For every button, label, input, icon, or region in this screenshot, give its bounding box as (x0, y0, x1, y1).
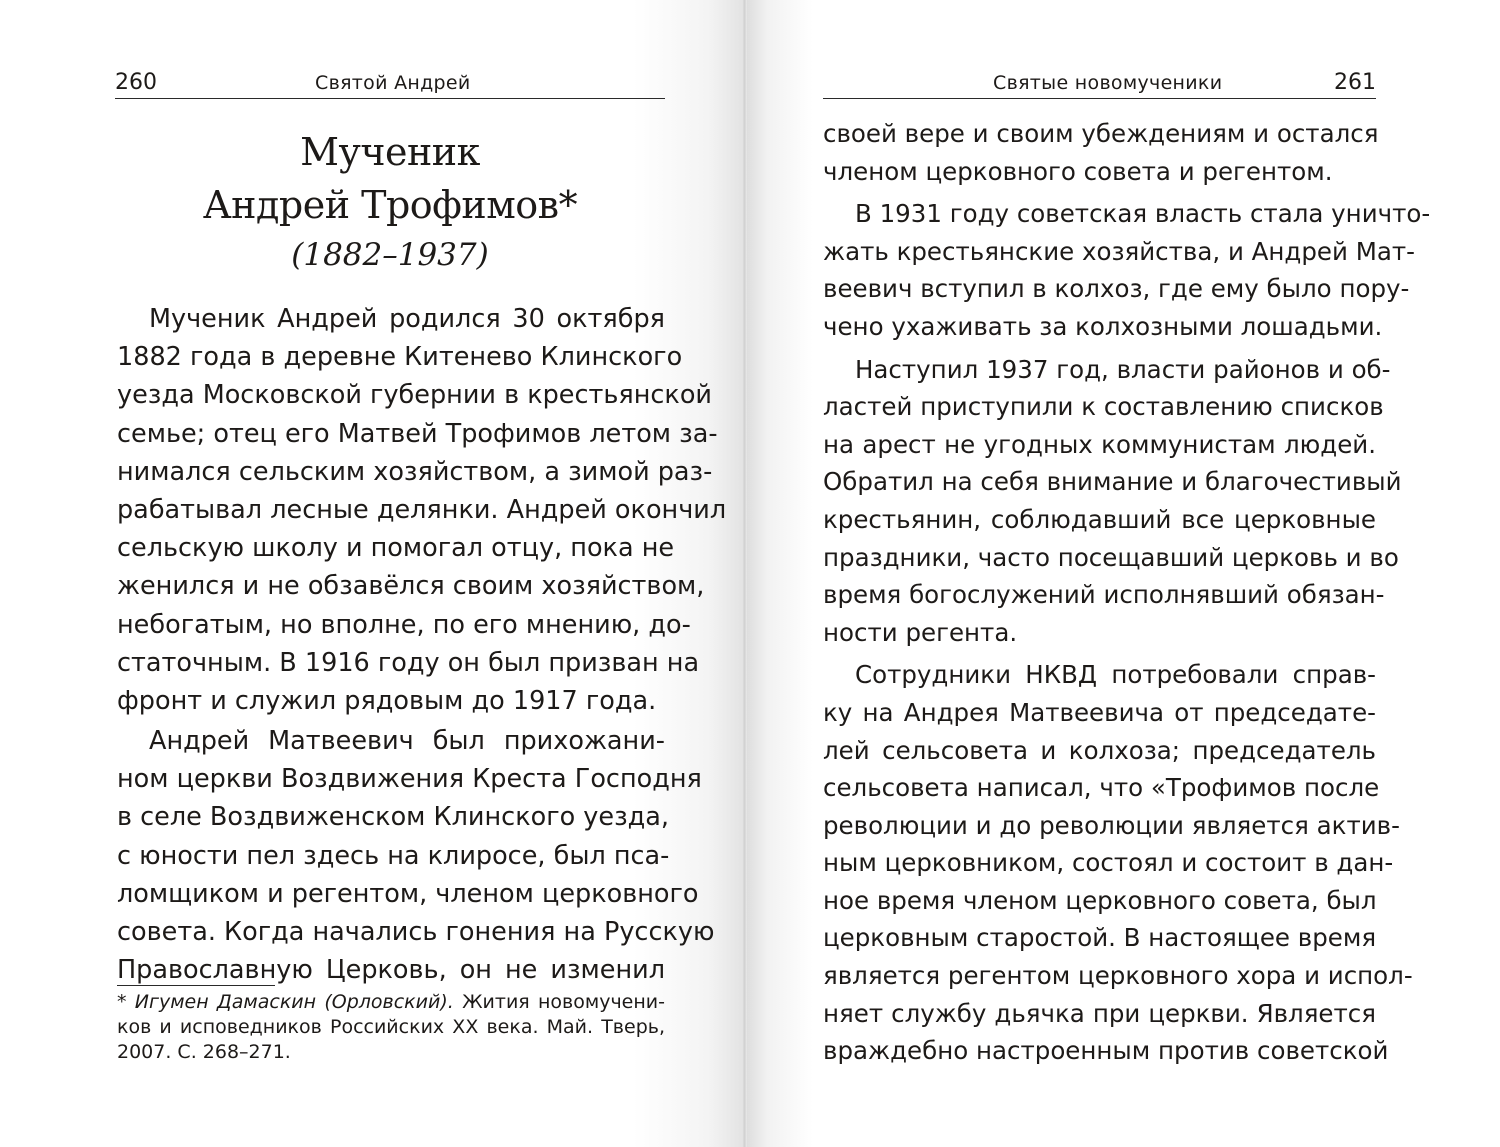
book-gutter (742, 0, 747, 1147)
text-line: ломщиком и регентом, членом церковного (117, 878, 699, 909)
right-running-head (823, 66, 1376, 99)
footnote-line (117, 990, 665, 1015)
left-body-text (117, 300, 727, 989)
text-line: ластей приступили к составлению списков (823, 392, 1384, 422)
text-line: ном церкви Воздвижения Креста Господня (117, 764, 702, 795)
text-line: Андрей Матвеевич был прихожани- (149, 726, 665, 757)
text-line: няет службу дьячка при церкви. Является (823, 998, 1376, 1028)
chapter-title-line1: Мученик (300, 130, 480, 174)
text-line: Сотрудники НКВД потребовали справ- (855, 660, 1376, 690)
text-line: является регентом церковного хора и испол- (823, 961, 1413, 991)
text-line: чено ухаживать за колхозными лошадьми. (823, 311, 1383, 341)
text-line: небогатым, но вполне, по его мнению, до- (117, 609, 691, 640)
text-line: жать крестьянские хозяйства, и Андрей Мат- (823, 236, 1415, 266)
left-running-head (115, 66, 665, 99)
text-line: ным церковником, состоял и состоит в дан- (823, 848, 1394, 878)
text-line: фронт и служил рядовым до 1917 года. (117, 685, 657, 716)
text-line: Обратил на себя внимание и благочестивый (823, 467, 1402, 497)
footnote-line: ков и исповедников Российских XX века. Май. Тверь, (117, 1016, 665, 1038)
footnote-text: Жития новомучени- (462, 991, 665, 1013)
text-line: рабатывал лесные делянки. Андрей окончил (117, 494, 727, 525)
left-page-number: 260 (115, 70, 157, 95)
text-line: революции и до революции является актив- (823, 810, 1400, 840)
text-line: В 1931 году советская власть стала уничто- (855, 199, 1431, 229)
text-line: 1882 года в деревне Китенево Клинского (117, 342, 683, 373)
text-line: ности регента. (823, 617, 1018, 647)
right-page-number: 261 (1334, 70, 1376, 95)
footnote (117, 990, 665, 1065)
text-line: праздники, часто посещавший церковь и во (823, 542, 1399, 572)
footnote-rule (117, 985, 275, 986)
right-body-text (823, 115, 1431, 1070)
text-line: Православную Церковь, он не изменил (117, 955, 665, 986)
text-line: в селе Воздвиженском Клинского уезда, (117, 802, 669, 833)
text-line: сельсовета написал, что «Трофимов после (823, 773, 1380, 803)
text-line: церковным старостой. В настоящее время (823, 923, 1377, 953)
text-line: ное время членом церковного совета, был (823, 885, 1377, 915)
text-line: нимался сельским хозяйством, а зимой раз- (117, 456, 713, 487)
footnote-author: Игумен Дамаскин (Орловский). (134, 991, 454, 1013)
text-line: с юности пел здесь на клиросе, был пса- (117, 840, 670, 871)
chapter-title-line2: Андрей Трофимов* (202, 183, 578, 227)
text-line: семье; отец его Матвей Трофимов летом за- (117, 418, 718, 449)
text-line: женился и не обзавёлся своим хозяйством, (117, 571, 705, 602)
footnote-line: 2007. С. 268–271. (117, 1041, 291, 1063)
text-line: Мученик Андрей родился 30 октября (149, 304, 665, 334)
text-line: крестьянин, соблюдавший все церковные (823, 504, 1376, 534)
text-line: на арест не угодных коммунистам людей. (823, 429, 1376, 459)
text-line: статочным. В 1916 году он был призван на (117, 647, 700, 678)
text-line: враждебно настроенным против советской (823, 1036, 1389, 1066)
text-line: ку на Андрея Матвеевича от председате- (823, 697, 1376, 727)
text-line: совета. Когда начались гонения на Русскую (117, 917, 715, 947)
text-line: Наступил 1937 год, власти районов и об- (855, 354, 1391, 384)
left-running-title: Святой Андрей (315, 72, 471, 94)
text-line: уезда Московской губернии в крестьянской (117, 380, 712, 411)
text-line: время богослужений исполнявший обязан- (823, 580, 1385, 610)
right-running-title: Святые новомученики (993, 72, 1223, 94)
footnote-marker: * (117, 991, 127, 1013)
text-line: лей сельсовета и колхоза; председатель (823, 735, 1376, 765)
text-line: веевич вступил в колхоз, где ему было пору- (823, 274, 1410, 304)
text-line: членом церковного совета и регентом. (823, 156, 1333, 186)
chapter-title-dates: (1882–1937) (291, 237, 489, 273)
text-line: сельскую школу и помогал отцу, пока не (117, 533, 675, 564)
text-line: своей вере и своим убеждениям и остался (823, 119, 1379, 148)
